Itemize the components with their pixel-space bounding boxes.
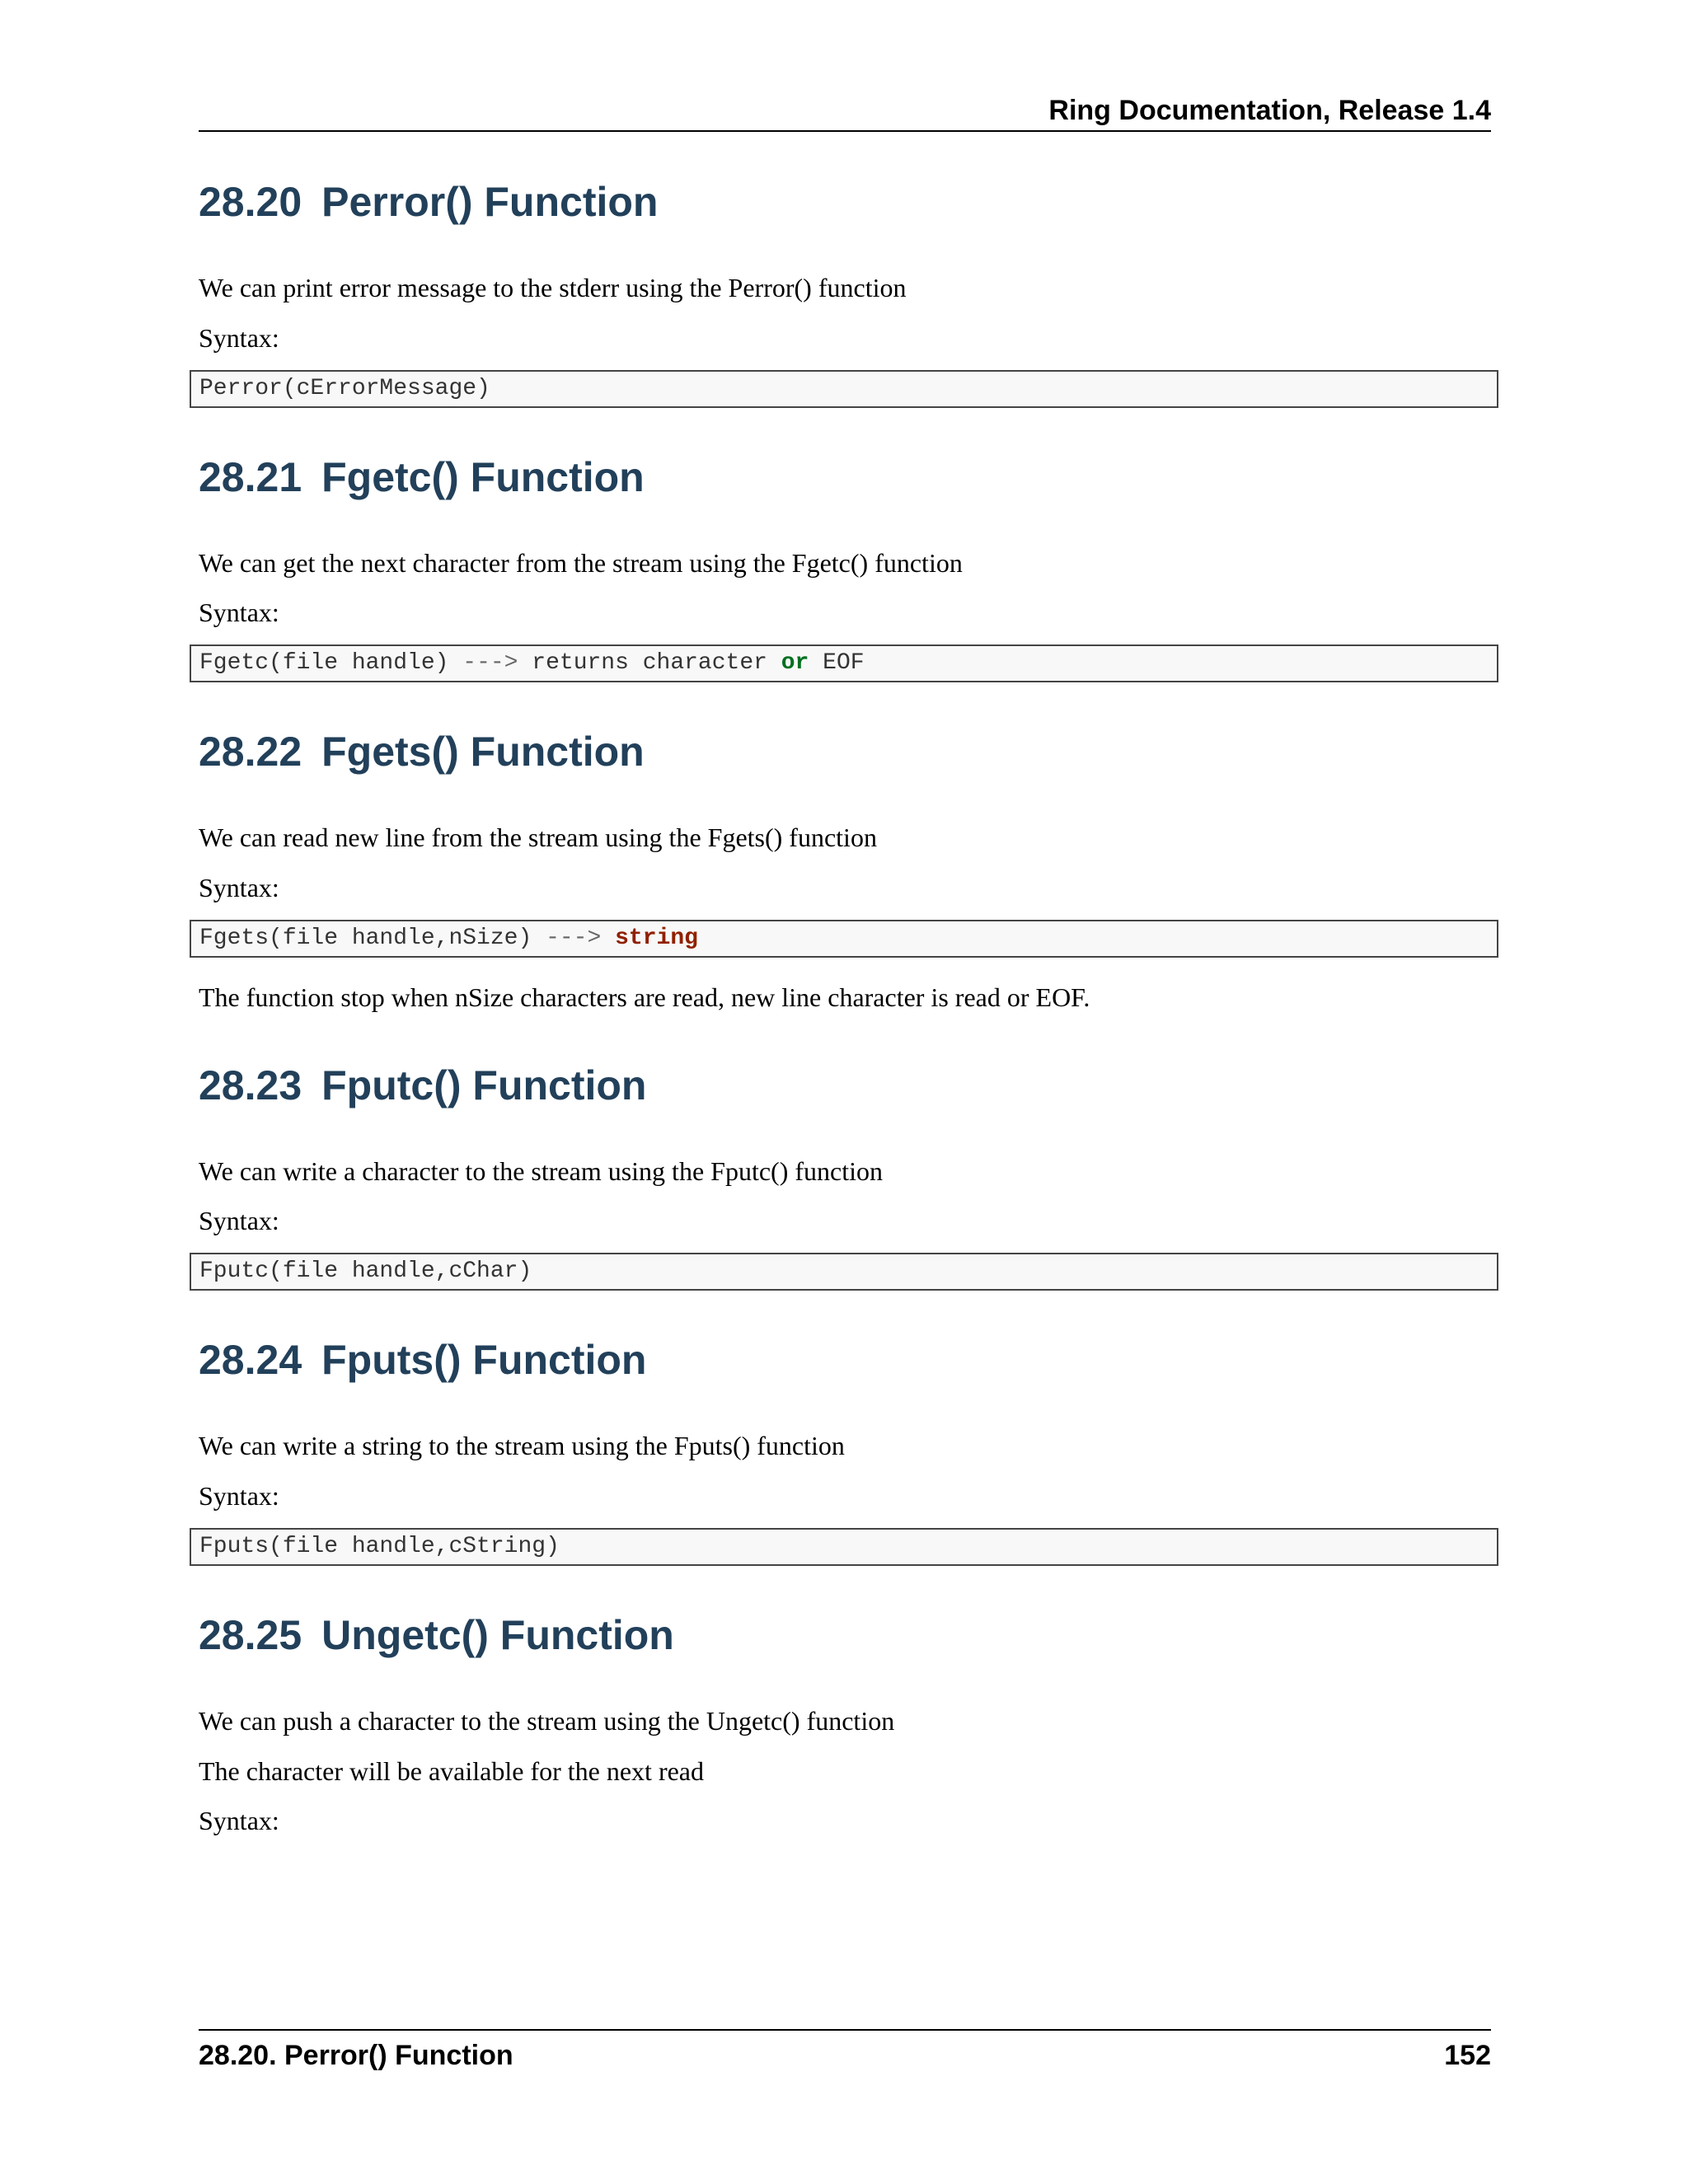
section-heading [199,1061,1491,1110]
section-title: Fputc() Function [321,1062,647,1108]
section-note: The function stop when nSize characters are read, new line character is read or EOF. [199,982,1090,1012]
section-heading [199,727,1491,776]
code-block [190,644,1498,682]
section-heading [199,177,1491,227]
code-operator: ---> [546,925,602,951]
section-description: We can read new line from the stream using the Fgets() function [199,823,877,853]
section-description-2: The character will be available for the next read [199,1755,704,1786]
section-heading [199,452,1491,502]
code-keyword: or [781,650,809,677]
code-text: Fputs(file handle,cString) [199,1533,560,1559]
page-number: 152 [1444,2040,1491,2071]
section-description: We can write a string to the stream using the Fputs() function [199,1431,845,1461]
code-text: EOF [809,650,865,677]
section-fputs [199,1335,1491,1566]
section-title: Perror() Function [321,179,659,225]
footer-section-link[interactable]: 28.20. Perror() Function [199,2040,513,2071]
syntax-label: Syntax: [199,1480,279,1511]
section-number: 28.24 [199,1337,302,1384]
section-number: 28.22 [199,729,302,776]
section-title: Fgets() Function [321,729,645,776]
section-heading [199,1335,1491,1385]
section-heading [199,1610,1491,1660]
code-text [601,926,615,951]
code-text: Fgetc(file handle) [199,650,463,677]
section-number: 28.23 [199,1062,302,1108]
section-title: Fputs() Function [321,1337,647,1384]
section-perror [199,177,1491,408]
syntax-label: Syntax: [199,1206,279,1236]
section-fgetc [199,452,1491,683]
page-content [199,177,1491,1853]
running-footer [199,2029,1491,2075]
section-fputc [199,1061,1491,1291]
section-number: 28.20 [199,179,302,225]
syntax-label: Syntax: [199,322,279,353]
code-block [190,1253,1498,1291]
section-ungetc [199,1610,1491,1840]
section-description: We can get the next character from the stream using the Fgetc() function [199,547,963,578]
section-description: We can print error message to the stderr using the Perror() function [199,273,907,302]
syntax-label: Syntax: [199,1806,279,1836]
syntax-label: Syntax: [199,598,279,628]
section-number: 28.21 [199,453,302,500]
code-text: Fputc(file handle,cChar) [199,1258,532,1285]
section-title: Ungetc() Function [321,1611,674,1658]
code-block [190,1528,1498,1566]
section-description: We can push a character to the stream using the Ungetc() function [199,1705,895,1736]
header-title: Ring Documentation, Release 1.4 [1048,95,1491,126]
running-header [199,91,1491,132]
section-description: We can write a character to the stream using the Fputc() function [199,1155,883,1186]
code-block [190,920,1498,958]
section-number: 28.25 [199,1611,302,1658]
section-fgets [199,727,1491,1015]
code-block [190,370,1498,408]
code-operator: ---> [462,650,518,677]
code-type: string [615,925,698,951]
code-text: Perror(cErrorMessage) [199,375,490,401]
code-text: Fgets(file handle,nSize) [199,925,546,951]
syntax-label: Syntax: [199,872,279,902]
code-text: returns character [518,650,781,677]
section-title: Fgetc() Function [321,453,645,500]
